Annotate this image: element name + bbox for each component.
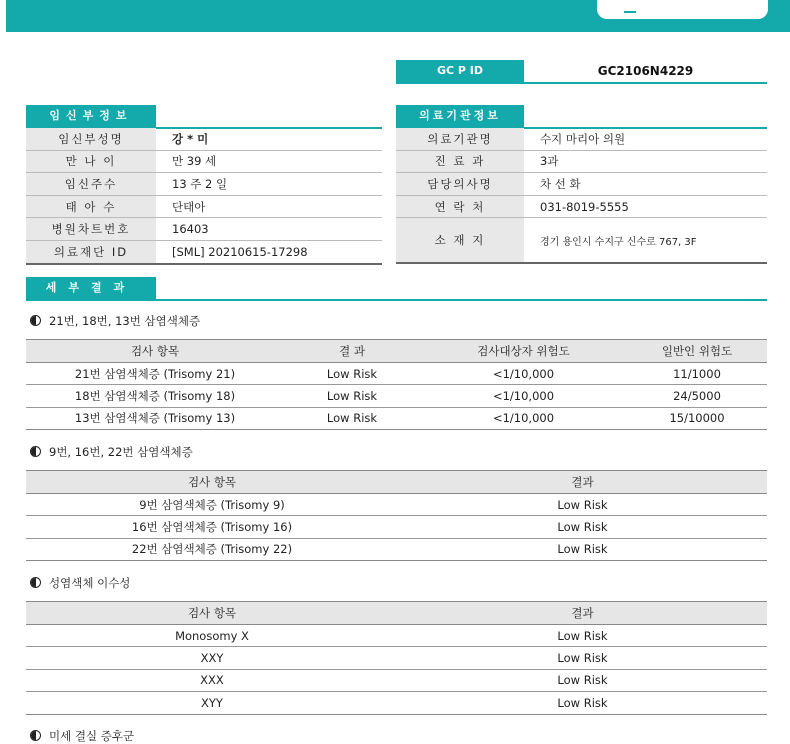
table-row [26, 363, 767, 385]
patient-value: 단태아 [156, 195, 382, 218]
table-cell: 13번 삼염색체증 (Trisomy 13) [26, 407, 284, 429]
column-header: 검사대상자 위험도 [420, 340, 627, 363]
table-header-row [26, 471, 767, 494]
clinic-key: 담당의사명 [396, 173, 524, 196]
patient-value: [SML] 20210615-17298 [156, 240, 382, 263]
table-cell: Low Risk [398, 516, 767, 538]
clinic-key: 연 락 처 [396, 195, 524, 218]
clinic-row [396, 150, 767, 173]
table-row [26, 494, 767, 516]
clinic-row [396, 173, 767, 196]
table-row [26, 516, 767, 538]
results-table-3 [26, 601, 767, 715]
table-cell: Low Risk [398, 647, 767, 669]
table-cell: <1/10,000 [420, 385, 627, 407]
table-cell: Monosomy X [26, 625, 398, 647]
patient-key: 임신주수 [26, 173, 156, 196]
clinic-value: 031-8019-5555 [524, 195, 767, 218]
table-cell: 21번 삼염색체증 (Trisomy 21) [26, 363, 284, 385]
table-row [26, 669, 767, 691]
patient-value: 강 * 미 [156, 128, 382, 150]
section-title [30, 313, 200, 329]
gcp-id-row [396, 60, 767, 84]
logo-box [597, 0, 768, 19]
column-header: 검사 항목 [26, 340, 284, 363]
clinic-info-table [396, 128, 767, 264]
column-header: 일반인 위험도 [627, 340, 767, 363]
table-row [26, 407, 767, 429]
clinic-row [396, 218, 767, 264]
patient-key: 임신부성명 [26, 128, 156, 150]
patient-row [26, 218, 382, 241]
table-cell: Low Risk [398, 625, 767, 647]
gcp-id-value: GC2106N4229 [597, 64, 694, 78]
half-circle-icon [30, 730, 41, 741]
clinic-key: 진 료 과 [396, 150, 524, 173]
column-header: 결과 [398, 602, 767, 625]
table-header-row [26, 340, 767, 363]
table-cell: 22번 삼염색체증 (Trisomy 22) [26, 538, 398, 560]
column-header: 결과 [398, 471, 767, 494]
patient-value: 13 주 2 일 [156, 173, 382, 196]
logo-mark-icon [624, 5, 636, 13]
table-row [26, 538, 767, 560]
table-cell: Low Risk [284, 363, 420, 385]
table-cell: <1/10,000 [420, 407, 627, 429]
table-row [26, 625, 767, 647]
table-cell: XXX [26, 669, 398, 691]
details-title: 세부결과 [26, 277, 156, 299]
column-header: 결 과 [284, 340, 420, 363]
table-cell: 11/1000 [627, 363, 767, 385]
section-title-text: 9번, 16번, 22번 삼염색체증 [49, 445, 193, 459]
patient-key: 병원차트번호 [26, 218, 156, 241]
table-cell: Low Risk [398, 669, 767, 691]
table-cell: Low Risk [398, 538, 767, 560]
table-cell: XXY [26, 647, 398, 669]
patient-key: 태 아 수 [26, 195, 156, 218]
clinic-row [396, 128, 767, 150]
section-title [30, 444, 193, 460]
patient-row [26, 150, 382, 173]
patient-key: 만 나 이 [26, 150, 156, 173]
clinic-value: 경기 용인시 수지구 신수로 767, 3F [524, 218, 767, 264]
table-row [26, 647, 767, 669]
gcp-id-label: GC P ID [396, 60, 524, 82]
clinic-value: 3과 [524, 150, 767, 173]
table-cell: 24/5000 [627, 385, 767, 407]
table-cell: 16번 삼염색체증 (Trisomy 16) [26, 516, 398, 538]
clinic-key: 소 재 지 [396, 218, 524, 264]
patient-row [26, 240, 382, 263]
patient-row [26, 173, 382, 196]
table-cell: 9번 삼염색체증 (Trisomy 9) [26, 494, 398, 516]
table-cell: Low Risk [284, 385, 420, 407]
patient-value: 만 39 세 [156, 150, 382, 173]
column-header: 검사 항목 [26, 602, 398, 625]
patient-key: 의료재단 ID [26, 240, 156, 263]
patient-info-table [26, 128, 382, 265]
clinic-row [396, 195, 767, 218]
table-header-row [26, 602, 767, 625]
table-cell: XYY [26, 692, 398, 714]
table-cell: Low Risk [284, 407, 420, 429]
section-title [30, 575, 130, 591]
table-row [26, 385, 767, 407]
clinic-value: 수지 마리아 의원 [524, 128, 767, 150]
table-cell: 15/10000 [627, 407, 767, 429]
table-cell: <1/10,000 [420, 363, 627, 385]
section-title-text: 21번, 18번, 13번 삼염색체증 [49, 314, 201, 328]
section-title-text: 미세 결실 증후군 [49, 729, 135, 743]
column-header: 검사 항목 [26, 471, 398, 494]
section-title-text: 성염색체 이수성 [49, 576, 131, 590]
patient-value: 16403 [156, 218, 382, 241]
clinic-info-title: 의료기관정보 [396, 105, 524, 127]
clinic-key: 의료기관명 [396, 128, 524, 150]
half-circle-icon [30, 577, 41, 588]
patient-row [26, 128, 382, 150]
details-header [26, 277, 767, 301]
table-cell: Low Risk [398, 494, 767, 516]
half-circle-icon [30, 315, 41, 326]
half-circle-icon [30, 446, 41, 457]
clinic-info-header [396, 105, 767, 129]
table-cell: 18번 삼염색체증 (Trisomy 18) [26, 385, 284, 407]
results-table-1 [26, 339, 767, 430]
patient-row [26, 195, 382, 218]
table-row [26, 692, 767, 714]
patient-info-title: 임신부정보 [26, 105, 156, 127]
clinic-value: 차 선 화 [524, 173, 767, 196]
patient-info-header [26, 105, 382, 129]
results-table-2 [26, 470, 767, 561]
table-cell: Low Risk [398, 692, 767, 714]
